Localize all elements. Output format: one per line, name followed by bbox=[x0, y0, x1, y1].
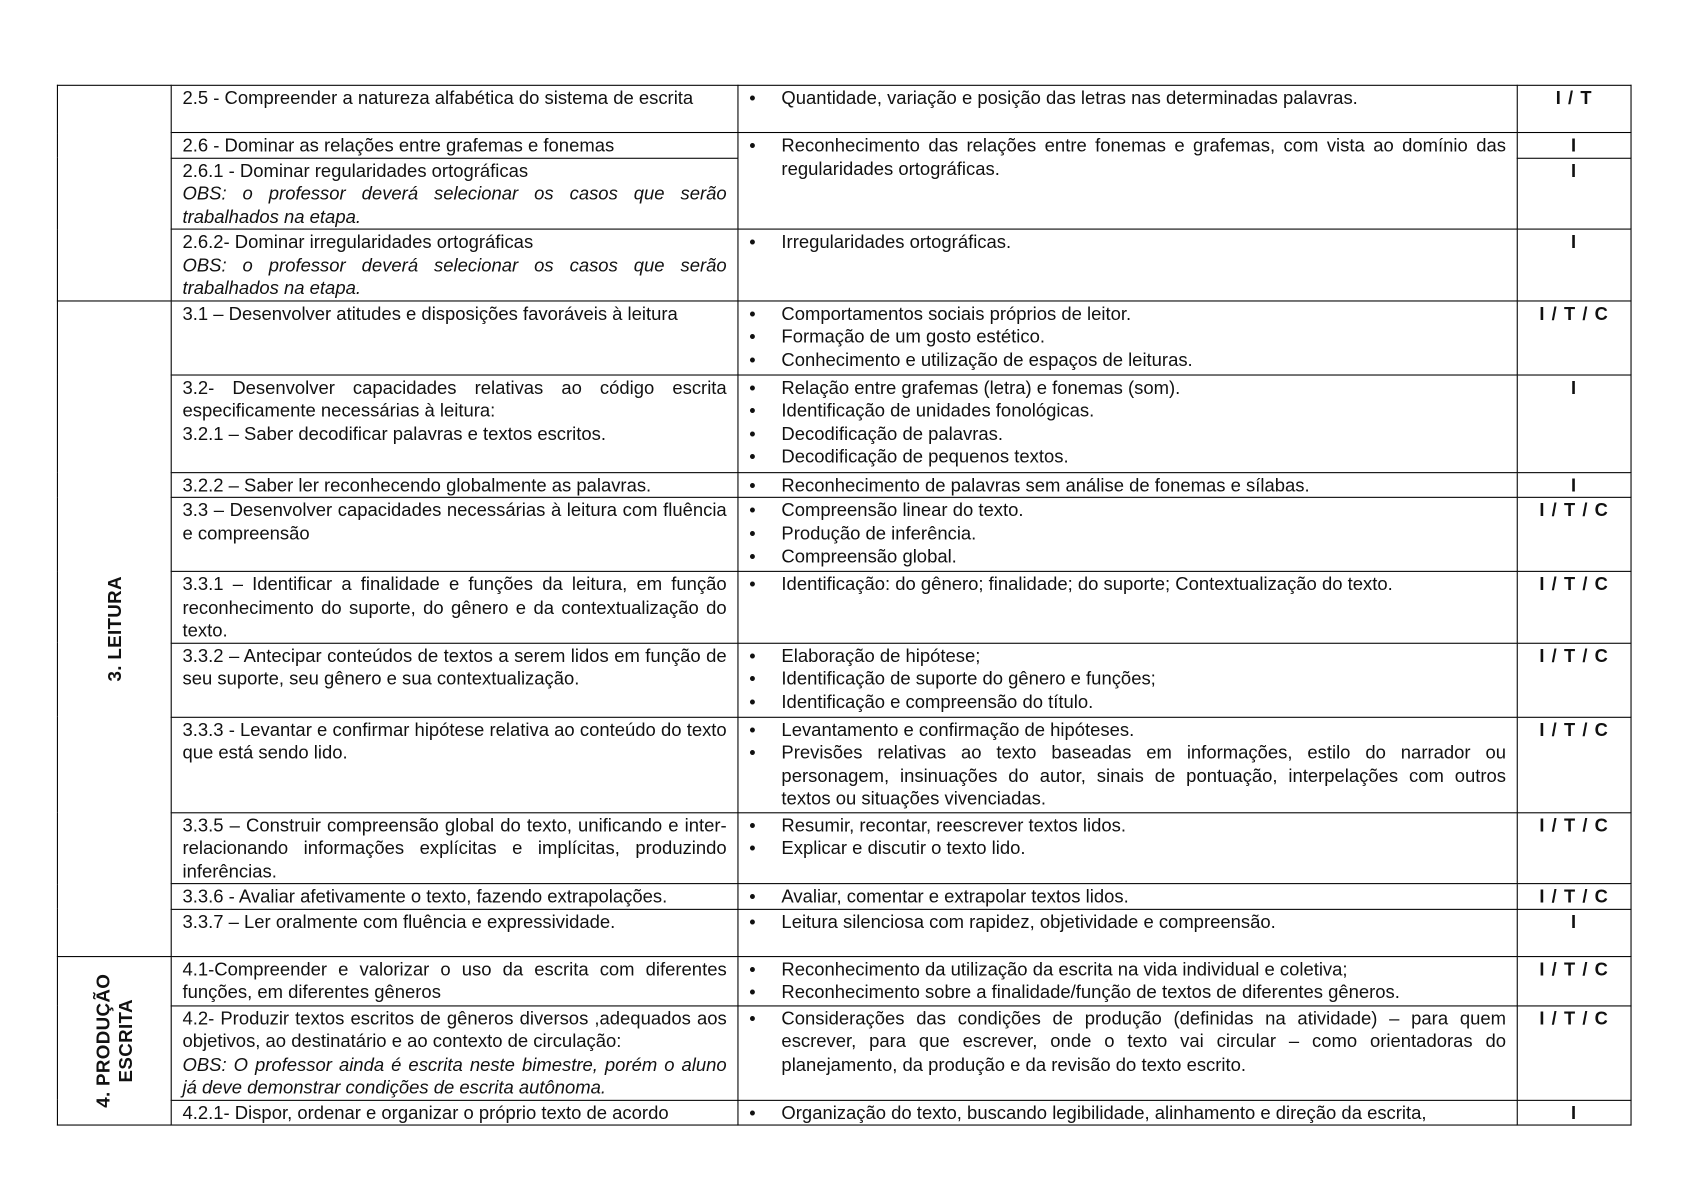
objective-cell: 2.6.1 - Dominar regularidades ortográficas OBS: o professor deverá selecionar os casos que serão trabalhados na etapa. bbox=[171, 158, 738, 229]
objective-cell: 3.2- Desenvolver capacidades relativas ao código escrita especificamente necessárias à leitura: 3.2.1 – Saber decodificar palavras e textos escritos. bbox=[171, 374, 738, 472]
objective-cell: 3.3.2 – Antecipar conteúdos de textos a serem lidos em função de seu suporte, seu gênero e sua contextualização. bbox=[171, 643, 738, 717]
level-cell: I bbox=[1517, 229, 1631, 300]
level-cell: I / T / C bbox=[1517, 571, 1631, 642]
level-cell: I / T / C bbox=[1517, 1005, 1631, 1099]
content-cell bbox=[738, 85, 1517, 132]
list-item: • Compreensão linear do texto. bbox=[749, 499, 1506, 522]
list-item: • Quantidade, variação e posição das letras nas determinadas palavras. bbox=[749, 87, 1506, 110]
section-cell-previous bbox=[57, 85, 171, 300]
content-cell bbox=[738, 497, 1517, 571]
list-item: • Identificação: do gênero; finalidade; do suporte; Contextualização do texto. bbox=[749, 573, 1506, 596]
table-row bbox=[57, 300, 1631, 374]
list-item: • Reconhecimento de palavras sem análise de fonemas e sílabas. bbox=[749, 474, 1506, 497]
table-row bbox=[57, 909, 1631, 956]
obs-note: OBS: O professor ainda é escrita neste bimestre, porém o aluno já deve demonstrar condições de escrita autônoma. bbox=[182, 1053, 727, 1098]
level-cell: I / T / C bbox=[1517, 300, 1631, 374]
level-cell: I / T / C bbox=[1517, 643, 1631, 717]
content-cell bbox=[738, 374, 1517, 472]
level-cell: I / T / C bbox=[1517, 812, 1631, 883]
objective-cell: 3.3.1 – Identificar a finalidade e funções da leitura, em função reconhecimento do suporte, do gênero e da contextualização do texto. bbox=[171, 571, 738, 642]
content-cell bbox=[738, 133, 1517, 230]
table-row bbox=[57, 956, 1631, 1005]
list-item: • Leitura silenciosa com rapidez, objetividade e compreensão. bbox=[749, 910, 1506, 933]
content-cell bbox=[738, 571, 1517, 642]
table-row bbox=[57, 717, 1631, 812]
content-cell bbox=[738, 909, 1517, 956]
list-item: • Conhecimento e utilização de espaços de leituras. bbox=[749, 348, 1506, 371]
section-cell-leitura bbox=[57, 300, 171, 956]
objective-cell: 3.3.3 - Levantar e confirmar hipótese relativa ao conteúdo do texto que está sendo lido. bbox=[171, 717, 738, 812]
table-row bbox=[57, 643, 1631, 717]
objective-cell: 2.6 - Dominar as relações entre grafemas e fonemas bbox=[171, 133, 738, 158]
content-cell bbox=[738, 956, 1517, 1005]
content-cell bbox=[738, 472, 1517, 497]
list-item: • Decodificação de palavras. bbox=[749, 422, 1506, 445]
table-row bbox=[57, 229, 1631, 300]
content-cell bbox=[738, 1005, 1517, 1099]
objective-cell: 3.3.7 – Ler oralmente com fluência e expressividade. bbox=[171, 909, 738, 956]
level-cell: I bbox=[1517, 158, 1631, 229]
level-cell: I / T bbox=[1517, 85, 1631, 132]
objective-cell: 2.5 - Compreender a natureza alfabética do sistema de escrita bbox=[171, 85, 738, 132]
table-row bbox=[57, 374, 1631, 472]
objective-cell: 3.2.2 – Saber ler reconhecendo globalmente as palavras. bbox=[171, 472, 738, 497]
list-item: • Irregularidades ortográficas. bbox=[749, 231, 1506, 254]
list-item: • Produção de inferência. bbox=[749, 522, 1506, 545]
objective-cell: 2.6.2- Dominar irregularidades ortográficas OBS: o professor deverá selecionar os casos que serão trabalhados na etapa. bbox=[171, 229, 738, 300]
list-item: • Explicar e discutir o texto lido. bbox=[749, 837, 1506, 860]
list-item: • Considerações das condições de produção (definidas na atividade) – para quem escrever, para que escrever, onde o texto vai circular – como orientadoras do planejamento, da produção e da revisão do texto escrito. bbox=[749, 1007, 1506, 1076]
table-row bbox=[57, 472, 1631, 497]
list-item: • Identificação e compreensão do título. bbox=[749, 690, 1506, 713]
level-cell: I bbox=[1517, 909, 1631, 956]
list-item: • Relação entre grafemas (letra) e fonemas (som). bbox=[749, 376, 1506, 399]
table-row bbox=[57, 133, 1631, 158]
objective-cell: 4.2- Produzir textos escritos de gêneros diversos ,adequados aos objetivos, ao destinatário e ao contexto de circulação: OBS: O professor ainda é escrita neste bimestre, porém o aluno já deve demonstrar condições de escrita autônoma. bbox=[171, 1005, 738, 1099]
content-cell bbox=[738, 717, 1517, 812]
list-item: • Avaliar, comentar e extrapolar textos lidos. bbox=[749, 885, 1506, 908]
level-cell: I / T / C bbox=[1517, 884, 1631, 909]
list-item: • Identificação de unidades fonológicas. bbox=[749, 399, 1506, 422]
objective-cell: 3.1 – Desenvolver atitudes e disposições favoráveis à leitura bbox=[171, 300, 738, 374]
table-row bbox=[57, 571, 1631, 642]
list-item: • Resumir, recontar, reescrever textos lidos. bbox=[749, 814, 1506, 837]
content-cell bbox=[738, 884, 1517, 909]
table-row bbox=[57, 812, 1631, 883]
content-cell bbox=[738, 643, 1517, 717]
list-item: • Levantamento e confirmação de hipóteses. bbox=[749, 718, 1506, 741]
content-cell bbox=[738, 812, 1517, 883]
level-cell: I / T / C bbox=[1517, 497, 1631, 571]
list-item: • Identificação de suporte do gênero e funções; bbox=[749, 667, 1506, 690]
section-label-producao: 4. PRODUÇÃO ESCRITA bbox=[91, 973, 136, 1108]
obs-note: OBS: o professor deverá selecionar os casos que serão trabalhados na etapa. bbox=[182, 253, 727, 299]
level-cell: I / T / C bbox=[1517, 956, 1631, 1005]
list-item: • Decodificação de pequenos textos. bbox=[749, 445, 1506, 468]
objective-cell: 3.3.5 – Construir compreensão global do texto, unificando e inter-relacionando informações explícitas e implícitas, produzindo inferências. bbox=[171, 812, 738, 883]
list-item: • Comportamentos sociais próprios de leitor. bbox=[749, 302, 1506, 325]
level-cell: I bbox=[1517, 1100, 1631, 1125]
level-cell: I / T / C bbox=[1517, 717, 1631, 812]
table-row bbox=[57, 497, 1631, 571]
section-label-leitura: 3. LEITURA bbox=[103, 575, 125, 681]
objective-cell: 3.3.6 - Avaliar afetivamente o texto, fazendo extrapolações. bbox=[171, 884, 738, 909]
objective-cell: 4.2.1- Dispor, ordenar e organizar o próprio texto de acordo bbox=[171, 1100, 738, 1125]
table-row bbox=[57, 1100, 1631, 1125]
list-item: • Previsões relativas ao texto baseadas em informações, estilo do narrador ou personagem, insinuações do autor, sinais de pontuação, interpelações com outros textos ou situações vivenciadas. bbox=[749, 741, 1506, 810]
objective-cell: 4.1-Compreender e valorizar o uso da escrita com diferentes funções, em diferentes gêneros bbox=[171, 956, 738, 1005]
list-item: • Reconhecimento da utilização da escrita na vida individual e coletiva; bbox=[749, 958, 1506, 981]
content-cell bbox=[738, 1100, 1517, 1125]
table-row bbox=[57, 1005, 1631, 1099]
list-item: • Elaboração de hipótese; bbox=[749, 644, 1506, 667]
list-item: • Reconhecimento das relações entre fonemas e grafemas, com vista ao domínio das regularidades ortográficas. bbox=[749, 134, 1506, 180]
level-cell: I bbox=[1517, 133, 1631, 158]
table-row bbox=[57, 85, 1631, 132]
list-item: • Compreensão global. bbox=[749, 545, 1506, 568]
section-cell-producao bbox=[57, 956, 171, 1125]
list-item: • Reconhecimento sobre a finalidade/função de textos de diferentes gêneros. bbox=[749, 981, 1506, 1004]
objective-cell: 3.3 – Desenvolver capacidades necessárias à leitura com fluência e compreensão bbox=[171, 497, 738, 571]
level-cell: I bbox=[1517, 374, 1631, 472]
table-row bbox=[57, 884, 1631, 909]
obs-note: OBS: o professor deverá selecionar os casos que serão trabalhados na etapa. bbox=[182, 182, 727, 227]
content-cell bbox=[738, 300, 1517, 374]
level-cell: I bbox=[1517, 472, 1631, 497]
curriculum-table bbox=[57, 85, 1632, 1126]
list-item: • Organização do texto, buscando legibilidade, alinhamento e direção da escrita, bbox=[749, 1101, 1506, 1124]
list-item: • Formação de um gosto estético. bbox=[749, 325, 1506, 348]
content-cell bbox=[738, 229, 1517, 300]
